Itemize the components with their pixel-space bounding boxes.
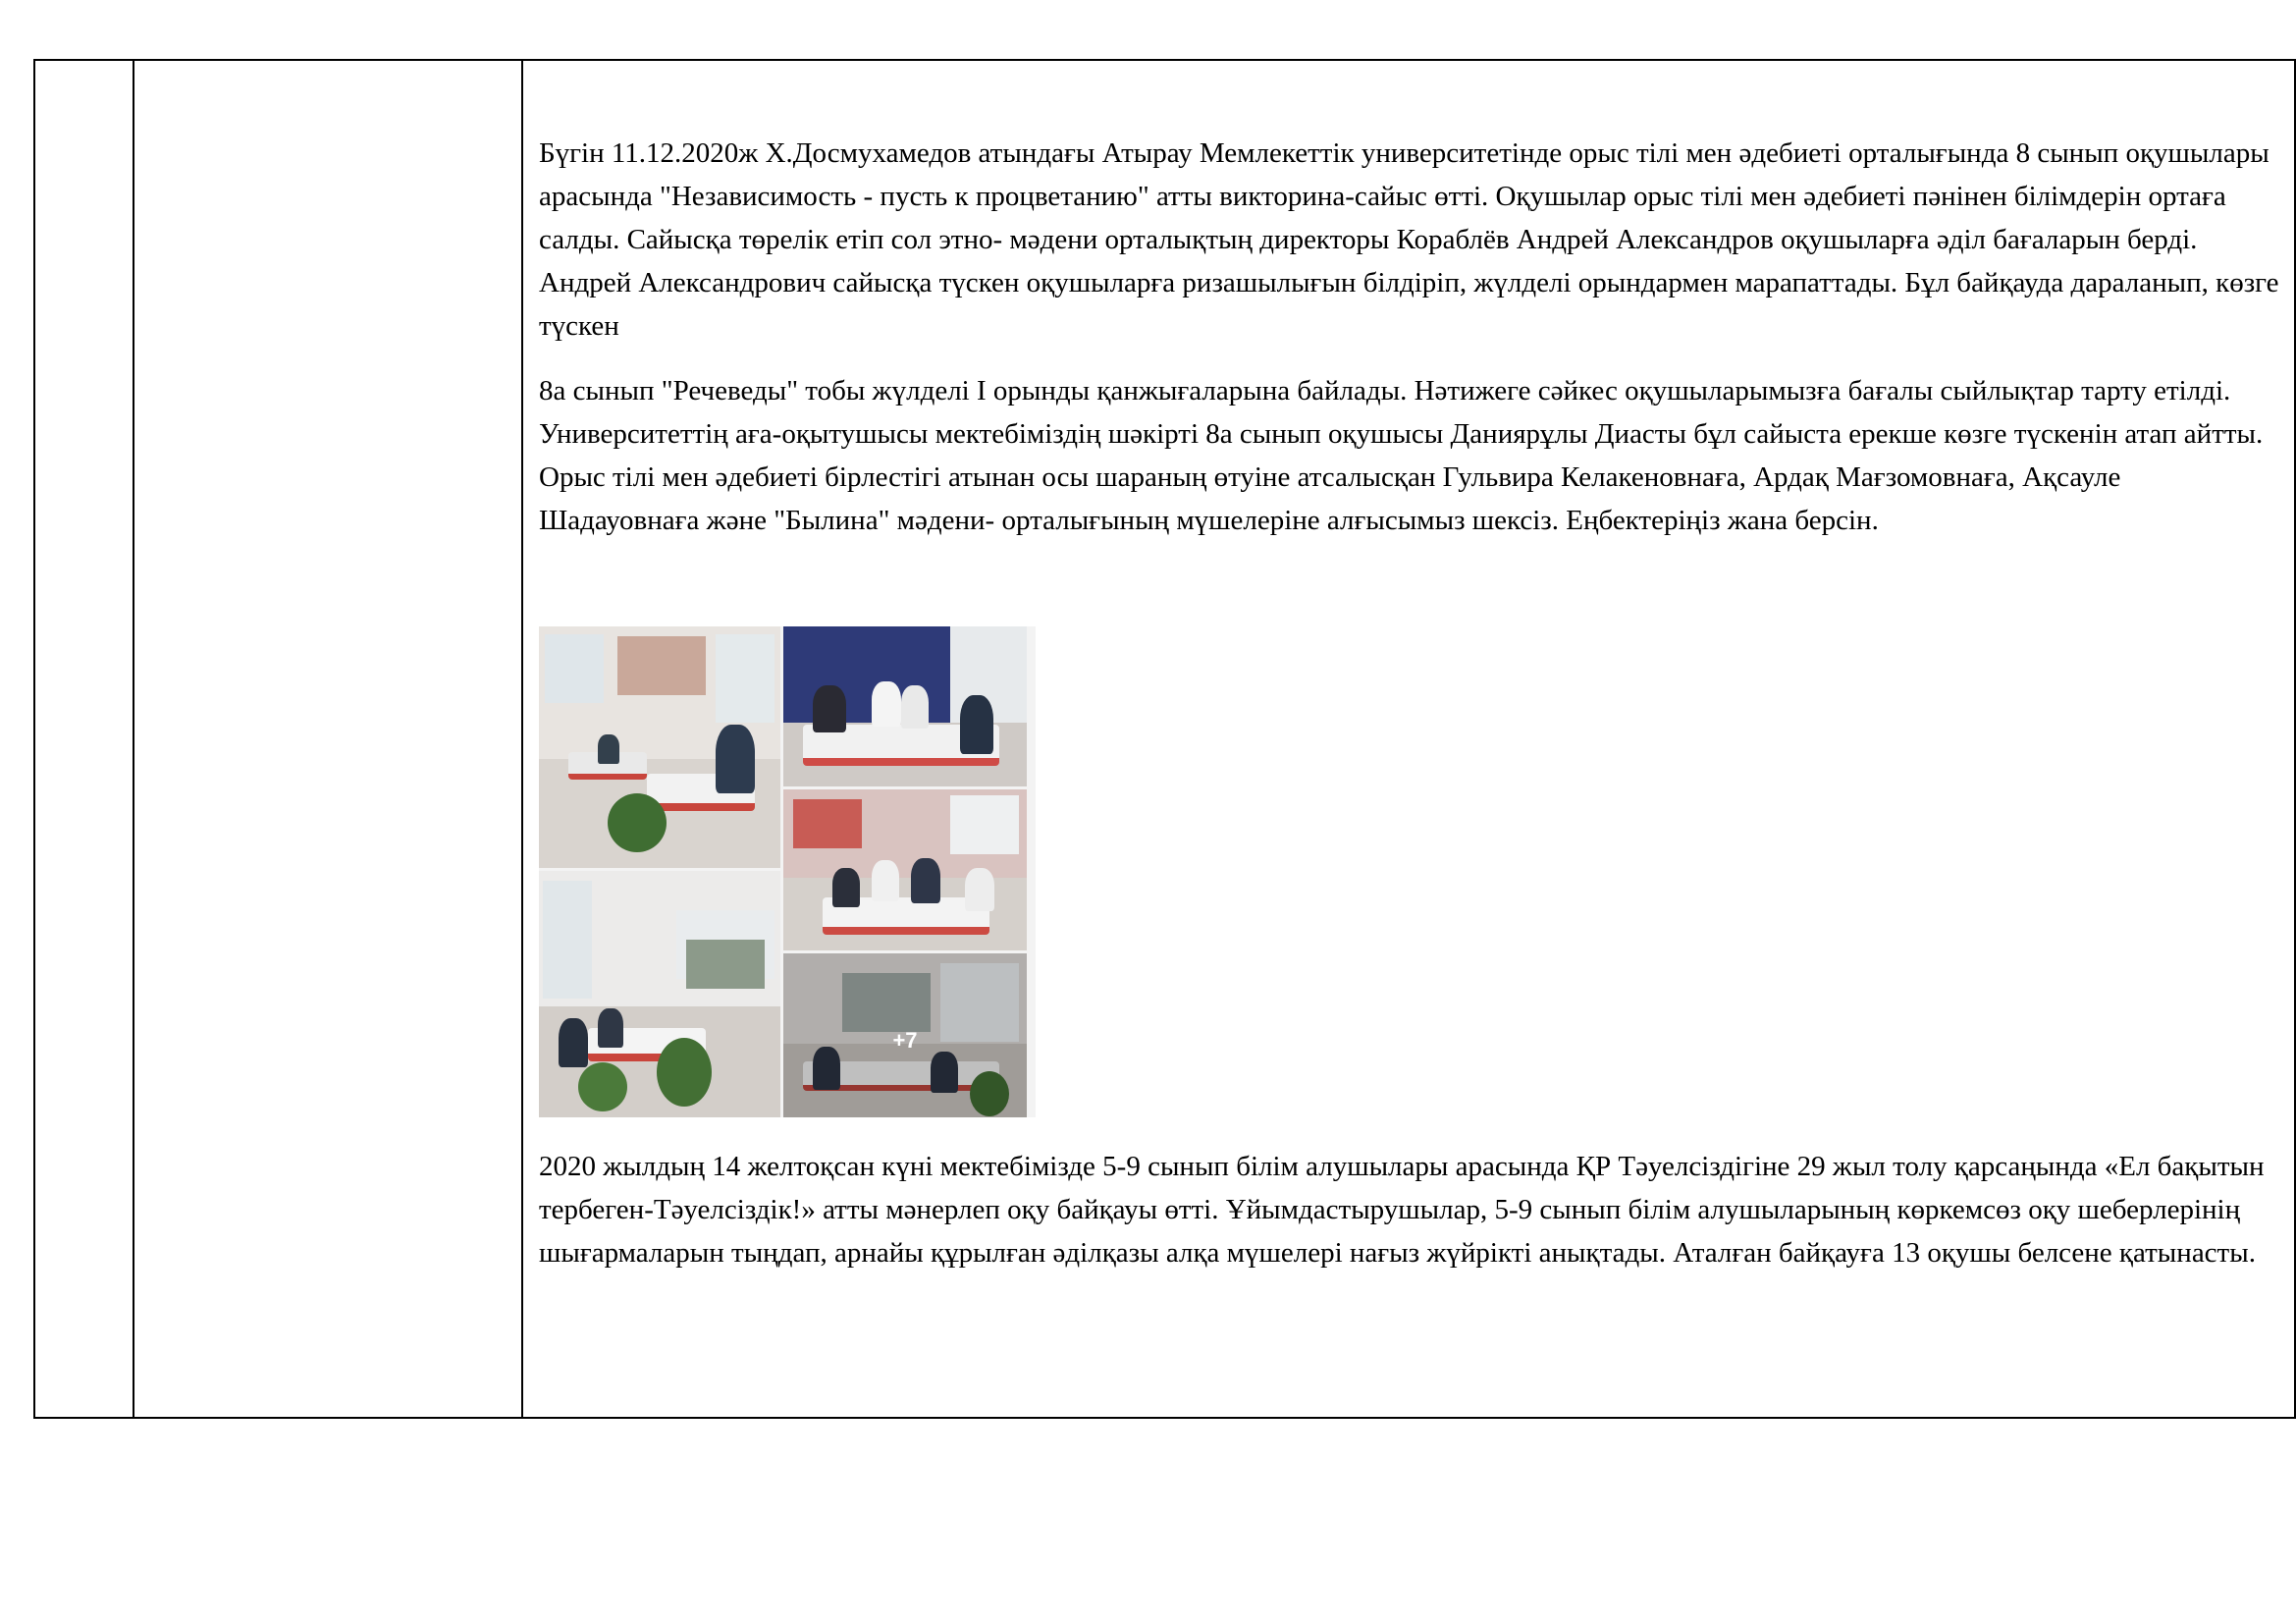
collage-photo-3[interactable]	[783, 789, 1027, 950]
collage-photo-4[interactable]	[539, 871, 780, 1117]
document-table	[33, 59, 2296, 1419]
photo-collage[interactable]	[539, 626, 1036, 1117]
table-cell-number	[34, 60, 133, 1418]
table-cell-content	[522, 60, 2295, 1418]
collage-photo-2[interactable]	[783, 626, 1027, 786]
paragraph-recitation: 2020 жылдың 14 желтоқсан күні мектебімізде 5-9 сынып білім алушылары арасында ҚР Тәуелсіздігіне 29 жыл толу қарсаңында «Ел бақытын тербеген-Тәуелсіздік!» атты мәнерлеп оқу байқауы өтті. Ұйымдастырушылар, 5-9 сынып білім алушыларының көркемсөз оқу шеберлерінің шығармаларын тыңдап, арнайы құрылған әділқазы алқа мүшелері нағыз жүйрікті анықтады. Аталған байқауға 13 оқушы белсене қатынасты.	[539, 1151, 2265, 1269]
collage-photo-1[interactable]	[539, 626, 780, 868]
paragraph-results: 8а сынып "Речеведы" тобы жүлделі І орынды қанжығаларына байлады. Нәтижеге сәйкес оқушыларымызға бағалы сыйлықтар тарту етілді. Университеттің аға-оқытушысы мектебіміздің шәкірті 8а сынып оқушысы Даниярұлы Диасты бұл сайыста ерекше көзге түскенін атап айтты. Орыс тілі мен әдебиеті бірлестігі атынан осы шараның өтуіне атсалысқан Гульвира Келакеновнаға, Ардақ Мағзомовнаға, Ақсауле Шадауовнаға және "Былина" мәдени- орталығының мүшелеріне алғысымыз шексіз. Еңбектеріңіз жана берсін.	[539, 375, 2264, 536]
table-cell-date	[133, 60, 522, 1418]
more-photos-count: +7	[892, 1027, 918, 1053]
content-block	[523, 61, 2294, 1274]
paragraph-quiz: Бүгін 11.12.2020ж Х.Досмухамедов атындағы Атырау Мемлекеттік университетінде орыс тілі мен әдебиеті орталығында 8 сынып оқушылары арасында "Независимость - пусть к процветанию" атты викторина-сайыс өтті. Оқушылар орыс тілі мен әдебиеті пәнінен білімдерін ортаға салды. Сайысқа төрелік етіп сол этно- мәдени орталықтың директоры Кораблёв Андрей Александров оқушыларға әділ бағаларын берді. Андрей Александрович сайысқа түскен оқушыларға ризашылығын білдіріп, жүлделі орындармен марапаттады. Бұл байқауда дараланып, көзге түскен	[539, 137, 2279, 342]
collage-photo-5-more[interactable]	[783, 953, 1027, 1117]
